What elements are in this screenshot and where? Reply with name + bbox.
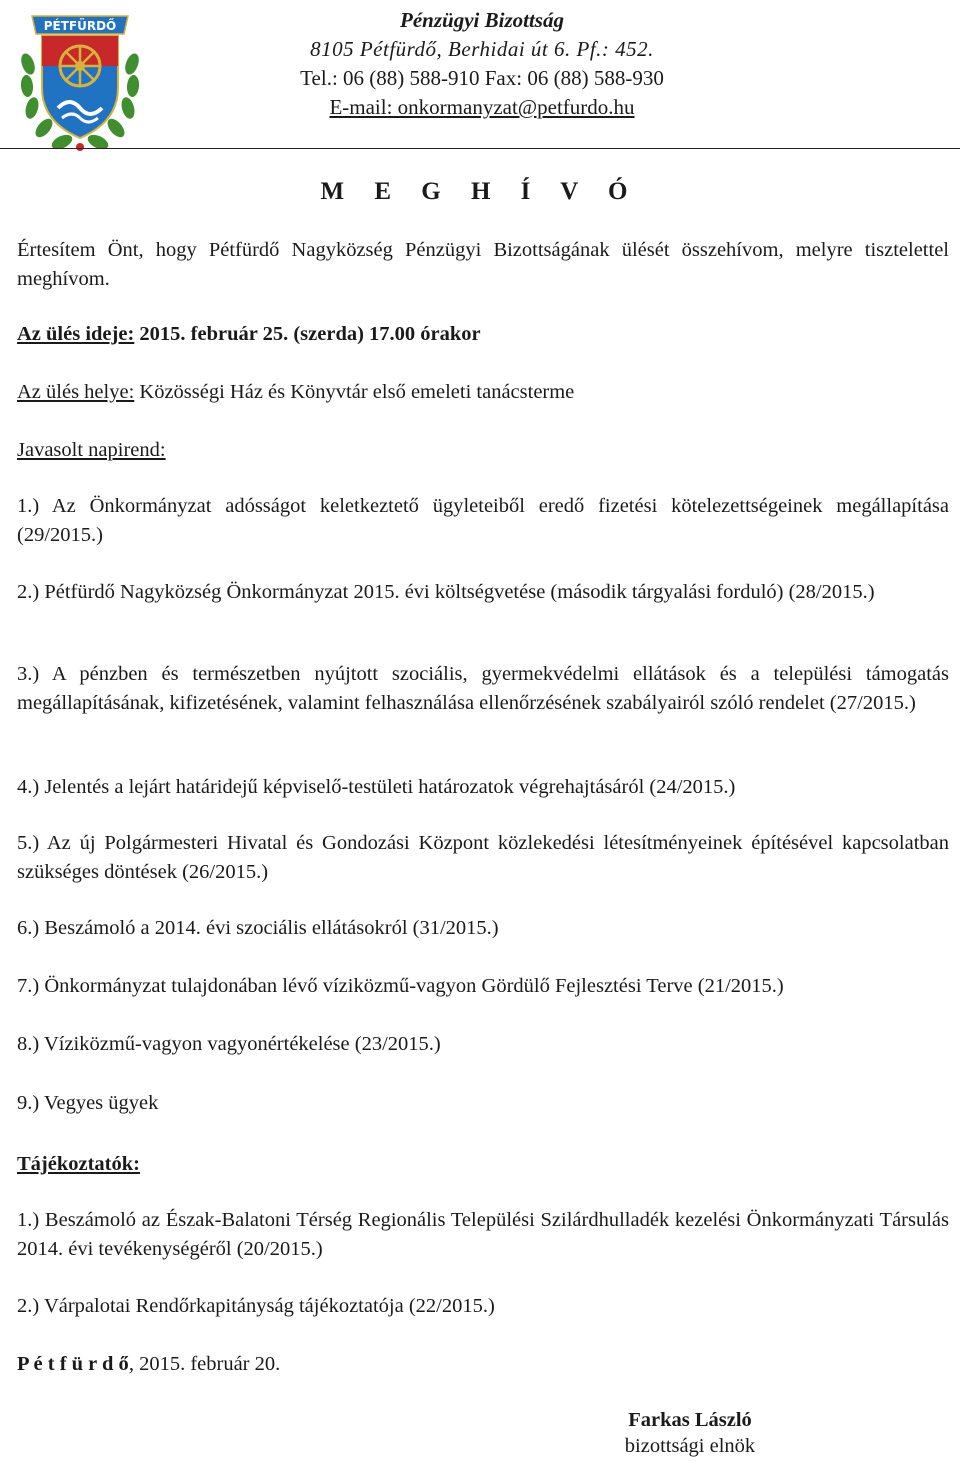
meeting-place-label: Az ülés helye: [17,381,135,403]
place-date [17,1350,949,1379]
info-item: 2.) Várpalotai Rendőrkapitányság tájékoztatója (22/2015.) [17,1295,495,1317]
organization-phone: Tel.: 06 (88) 588-910 Fax: 06 (88) 588-930 [300,66,664,90]
meeting-place [17,378,949,407]
meeting-place-value: Közösségi Ház és Könyvtár első emeleti tanácsterme [134,381,575,403]
agenda-item: 2.) Pétfürdő Nagyközség Önkormányzat 2015. évi költségvetése (második tárgyalási forduló) (28/2015.) [17,581,875,603]
agenda-item: 4.) Jelentés a lejárt határidejű képviselő-testületi határozatok végrehajtásáról (24/2015.) [17,776,736,798]
letterhead [222,6,742,122]
coat-of-arms-icon [18,4,142,154]
organization-name: Pénzügyi Bizottság [400,8,564,32]
organization-address: 8105 Pétfürdő, Berhidai út 6. Pf.: 452. [310,37,654,61]
signer-title: bizottsági elnök [624,1435,756,1457]
info-heading: Tájékoztatók: [17,1153,140,1175]
agenda-item: 3.) A pénzben és természetben nyújtott szociális, gyermekvédelmi ellátások és a települési támogatás megállapításának, kifizetésének, valamint felhasználása ellenőrzésének szabályairól szóló rendelet (27/2015.) [17,663,949,714]
agenda-item: 8.) Víziközmű-vagyon vagyonértékelése (23/2015.) [17,1033,441,1055]
agenda-item: 1.) Az Önkormányzat adósságot keletkeztető ügyleteiből eredő fizetési kötelezettségeinek megállapítása (29/2015.) [17,495,949,546]
document-date: , 2015. február 20. [128,1353,281,1375]
meeting-time [17,320,949,349]
agenda-heading: Javasolt napirend: [17,439,166,461]
organization-email[interactable]: E-mail: onkormanyzat@petfurdo.hu [329,95,635,119]
header-divider [0,148,960,149]
agenda-item: 6.) Beszámoló a 2014. évi szociális ellátásokról (31/2015.) [17,917,499,939]
agenda-item: 7.) Önkormányzat tulajdonában lévő víziközmű-vagyon Gördülő Fejlesztési Terve (21/2015.) [17,975,784,997]
crest-banner-text: PÉTFÜRDŐ [43,19,117,33]
signer-name: Farkas László [628,1409,752,1431]
agenda-item: 5.) Az új Polgármesteri Hivatal és Gondozási Központ közlekedési létesítményeinek építésével kapcsolatban szükséges döntések (26/2015.) [17,832,949,883]
place-name: P é t f ü r d ő [17,1353,129,1375]
meeting-time-label: Az ülés ideje: [17,323,135,345]
document-title: M E G H Í V Ó [320,178,640,205]
agenda-item: 9.) Vegyes ügyek [17,1092,159,1114]
intro-paragraph: Értesítem Önt, hogy Pétfürdő Nagyközség Pénzügyi Bizottságának ülését összehívom, melyre tisztelettel meghívom. [17,239,949,290]
meeting-time-value: 2015. február 25. (szerda) 17.00 órakor [134,323,481,345]
info-item: 1.) Beszámoló az Észak-Balatoni Térség Regionális Települési Szilárdhulladék kezelési Önkormányzati Társulás 2014. évi tevékenységéről (20/2015.) [17,1209,949,1260]
